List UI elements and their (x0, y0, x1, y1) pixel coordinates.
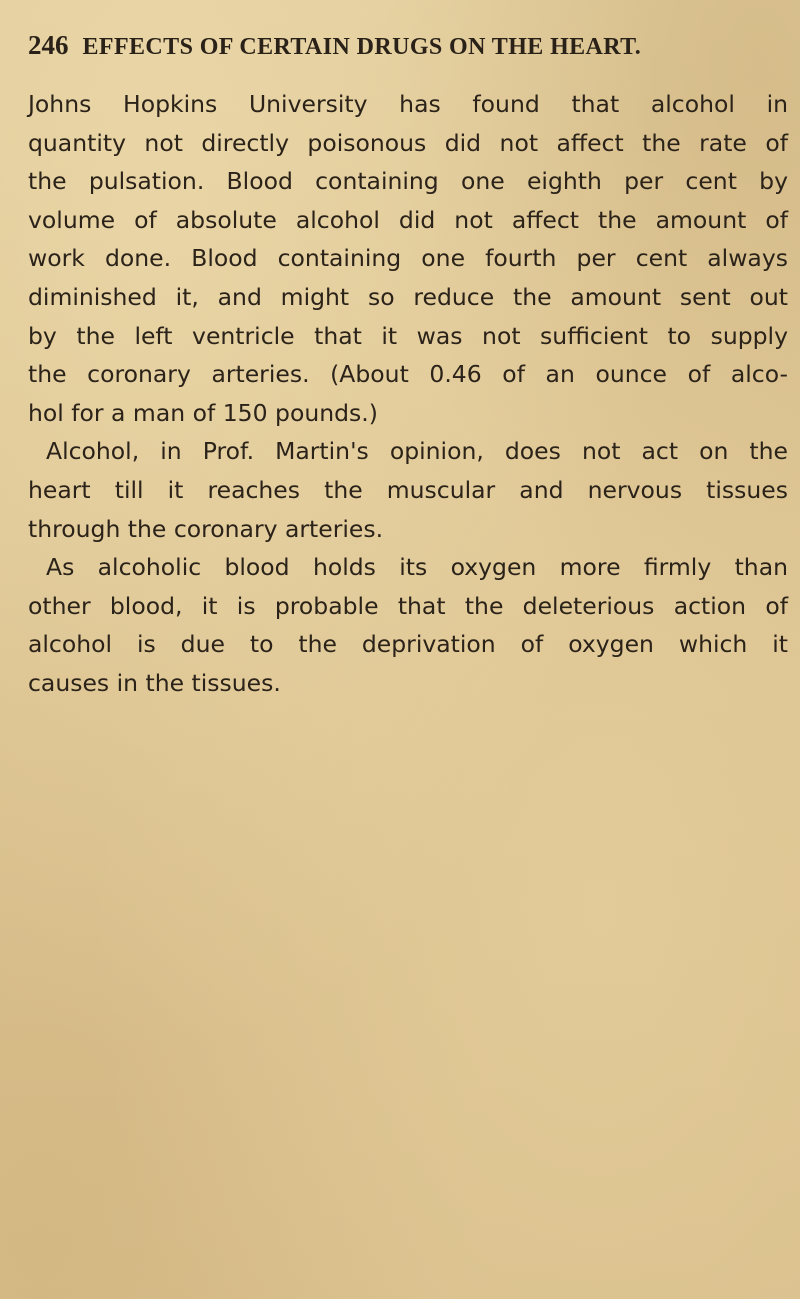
page-header (28, 30, 788, 62)
text-line: by the left ventricle that it was not sufficient to supply (28, 321, 788, 350)
text-line: quantity not directly poisonous did not affect the rate of (28, 128, 788, 157)
paragraph-first-line: As alcoholic blood holds its oxygen more firmly than (46, 553, 788, 582)
text-line: volume of absolute alcohol did not affect the amount of (28, 205, 788, 234)
running-head: EFFECTS OF CERTAIN DRUGS ON THE HEART. (82, 34, 642, 60)
text-line: causes in the tissues. (28, 668, 281, 697)
page-number: 246 (28, 30, 69, 60)
paragraph-first-line: Alcohol, in Prof. Martin's opinion, does not act on the (46, 437, 788, 466)
text-line: other blood, it is probable that the deleterious action of (28, 591, 788, 620)
text-line: alcohol is due to the deprivation of oxygen which it (28, 630, 788, 659)
text-line: the coronary arteries. (About 0.46 of an ounce of alco- (28, 360, 788, 389)
text-line: the pulsation. Blood containing one eighth per cent by (28, 167, 788, 196)
text-line: through the coronary arteries. (28, 514, 384, 543)
body-text (28, 85, 788, 703)
text-line: hol for a man of 150 pounds.) (28, 398, 378, 427)
text-line: work done. Blood containing one fourth per cent always (28, 244, 788, 273)
text-line: heart till it reaches the muscular and nervous tissues (28, 475, 788, 504)
text-line: Johns Hopkins University has found that alcohol in (28, 90, 788, 118)
text-line: diminished it, and might so reduce the amount sent out (28, 282, 788, 311)
